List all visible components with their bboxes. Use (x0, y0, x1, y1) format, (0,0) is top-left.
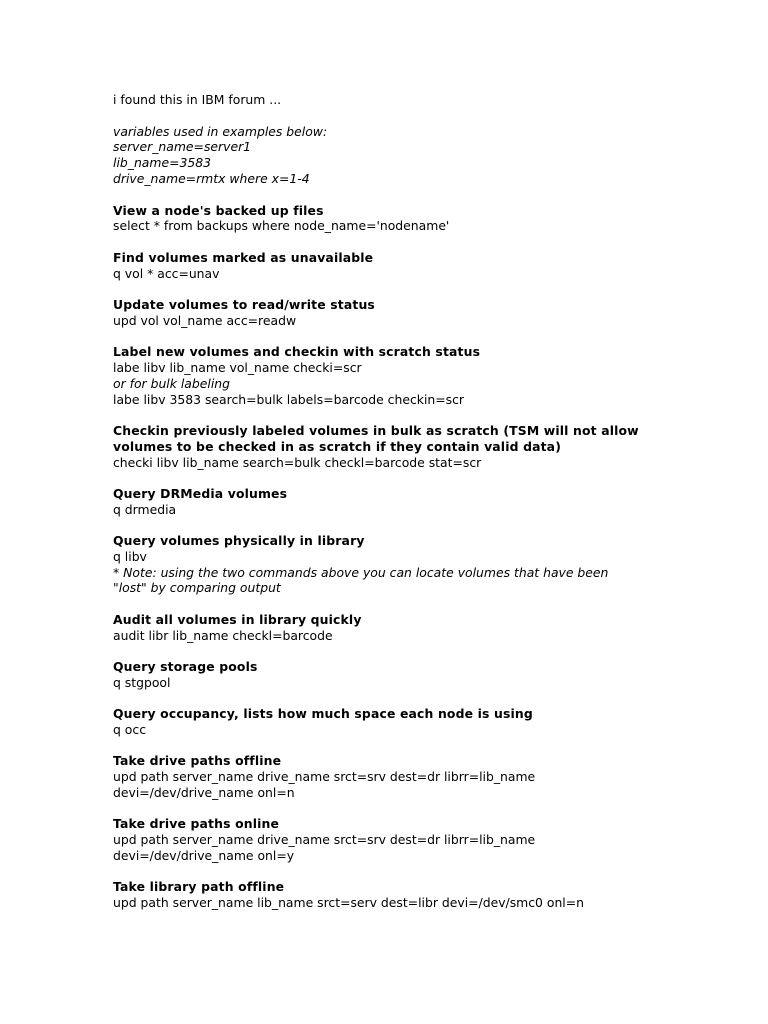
command-line: upd path server_name lib_name srct=serv dest=libr devi=/dev/smc0 onl=n (113, 895, 584, 911)
command-line: q libv (113, 548, 147, 564)
section-heading: View a node's backed up files (113, 202, 324, 218)
section-heading: Find volumes marked as unavailable (113, 249, 374, 265)
note-line: * Note: using the two commands above you can locate volumes that have been (113, 564, 609, 580)
section-heading: Audit all volumes in library quickly (113, 611, 362, 627)
section-heading: Query volumes physically in library (113, 533, 365, 549)
command-line: upd path server_name drive_name srct=srv dest=dr librr=lib_name (113, 832, 536, 848)
section-heading: Take drive paths online (113, 816, 280, 832)
command-line: labe libv lib_name vol_name checki=scr (113, 359, 362, 375)
section-heading: Take drive paths offline (113, 753, 282, 769)
section-heading: Query occupancy, lists how much space each node is using (113, 706, 533, 722)
command-line: q drmedia (113, 501, 177, 517)
variables-line: server_name=server1 (113, 139, 252, 155)
command-section (113, 533, 753, 596)
command-section (113, 753, 753, 800)
command-section (113, 879, 753, 911)
command-section (113, 344, 753, 407)
section-heading: Checkin previously labeled volumes in bulk as scratch (TSM will not allow volumes to be checked in as scratch if they contain valid data) (113, 422, 639, 454)
section-heading: Update volumes to read/write status (113, 296, 375, 312)
section-heading: Query storage pools (113, 659, 258, 675)
command-section (113, 203, 753, 235)
section-heading: Label new volumes and checkin with scratch status (113, 344, 481, 360)
command-section (113, 816, 753, 863)
command-line: upd vol vol_name acc=readw (113, 312, 297, 328)
command-line: audit libr lib_name checkl=barcode (113, 627, 333, 643)
command-line: q occ (113, 722, 147, 738)
command-section (113, 659, 753, 691)
command-sections (113, 203, 753, 911)
variables-block (113, 124, 753, 187)
variables-line: variables used in examples below: (113, 123, 328, 139)
command-line: select * from backups where node_name='nodename' (113, 218, 450, 234)
variables-line: drive_name=rmtx where x=1-4 (113, 170, 310, 186)
command-section (113, 250, 753, 282)
command-line: upd path server_name drive_name srct=srv dest=dr librr=lib_name (113, 769, 536, 785)
command-line: devi=/dev/drive_name onl=y (113, 848, 295, 864)
command-line: q stgpool (113, 674, 171, 690)
command-line: devi=/dev/drive_name onl=n (113, 785, 295, 801)
command-section (113, 706, 753, 738)
command-section (113, 486, 753, 518)
command-section (113, 612, 753, 644)
note-line: "lost" by comparing output (113, 580, 281, 596)
note-line: or for bulk labeling (113, 375, 230, 391)
command-section (113, 423, 753, 470)
command-line: labe libv 3583 search=bulk labels=barcode checkin=scr (113, 391, 464, 407)
intro-text: i found this in IBM forum ... (113, 92, 282, 107)
command-line: q vol * acc=unav (113, 265, 220, 281)
document-page (113, 92, 753, 927)
section-heading: Take library path offline (113, 879, 285, 895)
command-line: checki libv lib_name search=bulk checkl=barcode stat=scr (113, 454, 482, 470)
section-heading: Query DRMedia volumes (113, 485, 288, 501)
variables-line: lib_name=3583 (113, 155, 211, 171)
command-section (113, 297, 753, 329)
